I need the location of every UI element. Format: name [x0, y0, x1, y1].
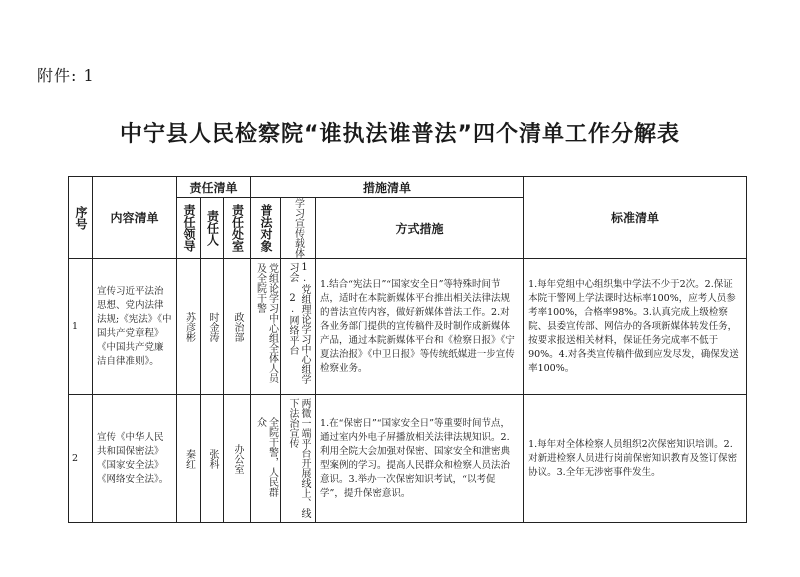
task-breakdown-table [68, 176, 747, 523]
row-carrier: 两微一端平台开展线上、线下法治宣传 [281, 395, 316, 523]
row-office: 办公室 [224, 395, 251, 523]
header-seq: 序号 [69, 177, 93, 259]
row-office: 政治部 [224, 259, 251, 395]
header-target: 普法对象 [251, 198, 281, 259]
row-content: 宣传习近平法治思想、党内法律法规;《宪法》《中国共产党章程》《中国共产党廉洁自律准则》。 [93, 259, 177, 395]
row-carrier: 1.党组理论学习中心组学习会 2.网络平台 [281, 259, 316, 395]
row-person: 时金涛 [201, 259, 224, 395]
row-seq: 2 [69, 395, 93, 523]
row-leader: 苏彦彬 [177, 259, 201, 395]
row-target: 全院干警，人民群众 [251, 395, 281, 523]
table-row [69, 395, 747, 523]
attachment-label: 附件: 1 [37, 66, 95, 85]
header-measures: 措施清单 [251, 177, 524, 198]
row-standard: 1.每年党组中心组织集中学法不少于2次。2.保证本院干警网上学法课时达标率100%，应考人员参考率100%，合格率98%。3.认真完成上级检察院、县委宣传部、网信办的各项新媒体转发任务，按要求报送相关材料，保证任务完成率不低于90%。4.对各类宣传稿件做到应发尽发，确保发送率100%。 [524, 259, 747, 395]
row-standard: 1.每年对全体检察人员组织2次保密知识培训。2.对新进检察人员进行岗前保密知识教育及签订保密协议。3.全年无涉密事件发生。 [524, 395, 747, 523]
header-carrier: 学习宣传载体 [281, 198, 316, 259]
header-standard: 标准清单 [524, 177, 747, 259]
header-method: 方式措施 [316, 198, 524, 259]
row-leader: 秦红 [177, 395, 201, 523]
row-method: 1.在“保密日”“国家安全日”等重要时间节点，通过室内外电子屏播放相关法律法规知识。2.利用全院大会加强对保密、国家安全和泄密典型案例的学习。提高人民群众和检察人员法治意识。3.举办一次保密知识考试，“以考促学”，提升保密意识。 [316, 395, 524, 523]
header-office: 责任处室 [224, 198, 251, 259]
table-row [69, 259, 747, 395]
header-person: 责任人 [201, 198, 224, 259]
header-leader: 责任领导 [177, 198, 201, 259]
document-title: 中宁县人民检察院“谁执法谁普法”四个清单工作分解表 [120, 122, 680, 147]
header-responsibility: 责任清单 [177, 177, 251, 198]
header-content: 内容清单 [93, 177, 177, 259]
row-method: 1.结合“宪法日”“国家安全日”等特殊时间节点，适时在本院新媒体平台推出相关法律法规的普法宣传内容，做好新媒体普法工作。2.对各业务部门提供的宣传稿件及时制作成新媒体产品，通过本院新媒体平台和《检察日报》《宁夏法治报》《中卫日报》等传统纸媒进一步宣传检察业务。 [316, 259, 524, 395]
row-target: 党组论学习中心组全体人员及全院干警 [251, 259, 281, 395]
row-seq: 1 [69, 259, 93, 395]
row-content: 宣传《中华人民共和国保密法》《国家安全法》《网络安全法》。 [93, 395, 177, 523]
row-person: 张科 [201, 395, 224, 523]
